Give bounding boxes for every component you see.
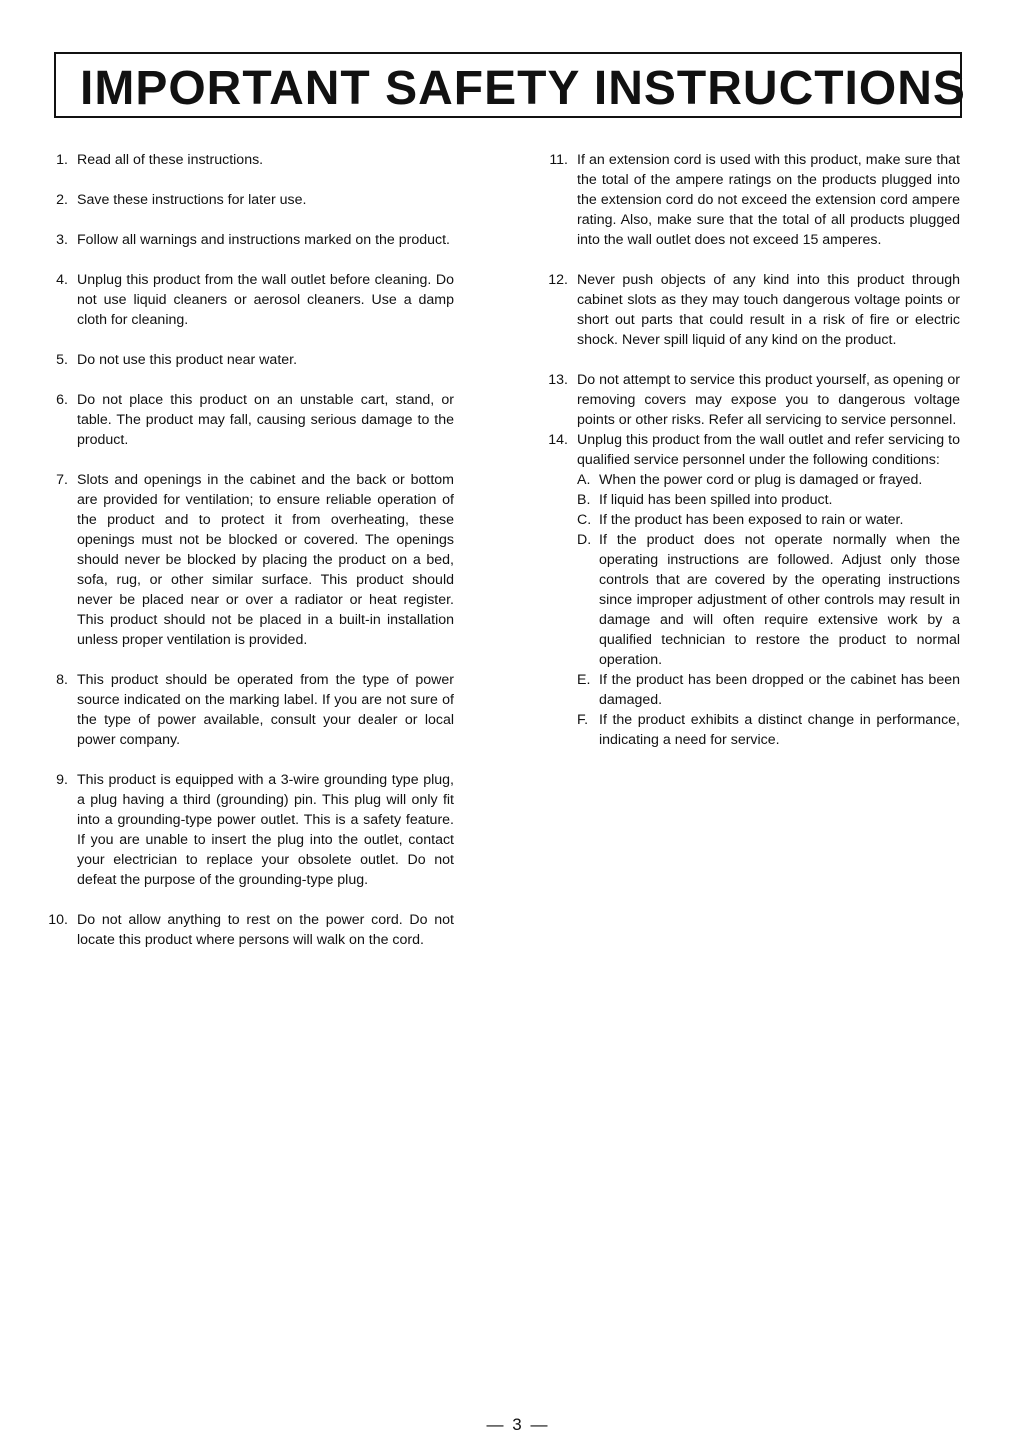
instruction-9 [44,770,454,890]
condition-text: When the power cord or plug is damaged or frayed. [599,472,923,488]
item-text: Do not use this product near water. [77,352,298,368]
instruction-6 [44,390,454,450]
instruction-5 [44,350,454,370]
instruction-7 [44,470,454,650]
condition-text: If the product does not operate normally when the operating instructions are followed. Adjust only those controls that are covered by the operating instructions since improper adjustment of other controls may result in damage and will often require extensive work by a qualified technician to restore the product to normal operation. [599,532,960,668]
condition-text: If the product has been exposed to rain or water. [599,512,904,528]
condition-letter: F. [577,712,589,728]
item-number: 5. [56,352,68,368]
item-number: 3. [56,232,68,248]
instruction-10 [44,910,454,950]
condition-b [577,490,960,510]
item-number: 10. [48,912,68,928]
condition-letter: B. [577,492,591,508]
condition-a [577,470,960,490]
instruction-14 [544,430,960,750]
item-text: Slots and openings in the cabinet and the back or bottom are provided for ventilation; to ensure reliable operation of the product and to protect it from overheating, these openings must not be blocked or covered. The openings should never be blocked by placing the product on a bed, sofa, rug, or other similar surface. This product should never be placed near or over a radiator or heat register. This product should not be placed in a built-in installation unless proper ventilation is provided. [77,472,454,648]
item-number: 11. [549,152,568,168]
item-number: 4. [56,272,68,288]
page-title: IMPORTANT SAFETY INSTRUCTIONS [80,62,966,115]
condition-letter: D. [577,532,592,548]
item-text: Never push objects of any kind into this product through cabinet slots as they may touch dangerous voltage points or short out parts that could result in a risk of fire or electric shock. Never spill liquid of any kind on the product. [577,272,960,348]
instruction-1 [44,150,454,170]
item-text: Read all of these instructions. [77,152,264,168]
item-number: 9. [56,772,68,788]
instruction-13 [544,370,960,430]
condition-letter: A. [577,472,591,488]
condition-f [577,710,960,750]
condition-d [577,530,960,670]
item-text: Do not allow anything to rest on the power cord. Do not locate this product where persons will walk on the cord. [77,912,454,948]
condition-e [577,670,960,710]
item-text: Follow all warnings and instructions marked on the product. [77,232,451,248]
item-text: Do not place this product on an unstable cart, stand, or table. The product may fall, causing serious damage to the product. [77,392,454,448]
item-text: Do not attempt to service this product yourself, as opening or removing covers may expose you to dangerous voltage points or other risks. Refer all servicing to service personnel. [577,372,960,428]
item-number: 2. [56,192,68,208]
left-column [44,150,454,970]
item-number: 14. [548,432,568,448]
right-column [544,150,960,770]
instruction-2 [44,190,454,210]
item-text: Save these instructions for later use. [77,192,307,208]
title-box [54,52,966,118]
item-text: Unplug this product from the wall outlet and refer servicing to qualified service personnel under the following conditions: [577,432,960,468]
item-number: 7. [56,472,68,488]
item-number: 8. [56,672,68,688]
item-number: 12. [548,272,568,288]
instruction-3 [44,230,454,250]
item-text: If an extension cord is used with this product, make sure that the total of the ampere ratings on the products plugged into the extension cord do not exceed the extension cord ampere rating. Also, make sure that the total of all products plugged into the wall outlet does not exceed 15 amperes. [577,152,960,248]
condition-letter: C. [577,512,592,528]
condition-text: If the product has been dropped or the cabinet has been damaged. [599,672,960,708]
item-number: 6. [56,392,68,408]
item-text: Unplug this product from the wall outlet before cleaning. Do not use liquid cleaners or aerosol cleaners. Use a damp cloth for cleaning. [77,272,454,328]
condition-text: If liquid has been spilled into product. [599,492,833,508]
item-text: This product is equipped with a 3-wire grounding type plug, a plug having a third (grounding) pin. This plug will only fit into a grounding-type power outlet. This is a safety feature. If you are unable to insert the plug into the outlet, contact your electrician to replace your obsolete outlet. Do not defeat the purpose of the grounding-type plug. [77,772,454,888]
page-number: — 3 — [486,1415,550,1434]
instruction-11 [544,150,960,250]
condition-text: If the product exhibits a distinct change in performance, indicating a need for service. [599,712,960,748]
condition-c [577,510,960,530]
item-number: 1. [56,152,68,168]
condition-letter: E. [577,672,591,688]
instruction-12 [544,270,960,350]
item-text: This product should be operated from the type of power source indicated on the marking label. If you are not sure of the type of power available, consult your dealer or local power company. [77,672,454,748]
item-number: 13. [548,372,568,388]
instruction-8 [44,670,454,750]
instruction-4 [44,270,454,330]
